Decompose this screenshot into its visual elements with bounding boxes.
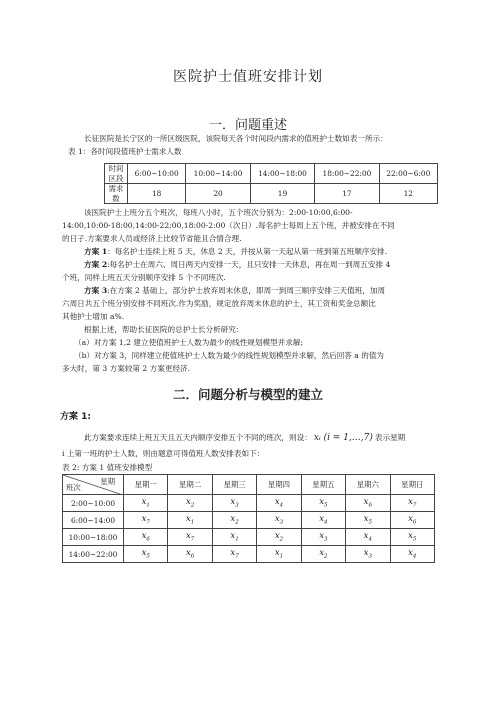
table1-demand-cell: 20 (186, 184, 250, 204)
table2-day-header: 星期二 (168, 475, 212, 495)
plan3-line3: 其他护士增加 a%. (62, 312, 125, 321)
table2-corner-cell (63, 475, 124, 495)
table1-demand (104, 163, 438, 204)
table2-variable-cell: $x_4$ (346, 529, 390, 546)
table2-variable-cell: $x_6$ (346, 495, 390, 512)
table1-row-label-time: 时间区段 (105, 164, 128, 184)
table2-shift-label: 10:00~18:00 (63, 529, 124, 546)
plan1-analysis-line1 (84, 432, 405, 445)
table2-variable-cell: $x_6$ (124, 529, 168, 546)
question-a: （a）对方案 1,2 建立使值班护士人数为最少的线性规划模型并求解; (74, 338, 304, 347)
section-heading-analysis: 二．问题分析与模型的建立 (172, 387, 323, 402)
table2-variable-cell: $x_5$ (124, 546, 168, 563)
table2-variable-cell: $x_6$ (168, 546, 212, 563)
table2-variable-cell: $x_5$ (346, 512, 390, 529)
table2-variable-cell: $x_3$ (301, 529, 345, 546)
plan3-line2: 六周日共五个班分别安排不同班次.作为奖励，规定放弃周末休息的护士，其工资和奖金总额比 (62, 299, 376, 308)
shift-desc-line1: 该医院护士上班分五个班次，每班八小时，五个班次分别为：2:00-10:00,6:00- (84, 208, 353, 217)
table2-schedule (62, 474, 435, 563)
table1-row-label-demand: 需求数 (105, 184, 128, 204)
table2-variable-cell: $x_3$ (346, 546, 390, 563)
plan1-subheading: 方案 1: (60, 412, 91, 422)
table2-variable-cell: $x_7$ (124, 512, 168, 529)
section-heading-problem: 一．问题重述 (208, 118, 287, 133)
table1-demand-cell: 17 (315, 184, 379, 204)
table2-variable-cell: $x_1$ (257, 546, 301, 563)
plan1-analysis-line2: i 上第一班的护士人数，则由题意可得值班人数安排表如下： (62, 449, 265, 458)
request-line: 根据上述，帮助长征医院的总护士长分析研究： (84, 325, 244, 334)
table2-variable-cell: $x_3$ (257, 512, 301, 529)
table2-row (63, 495, 435, 512)
plan1-label: 方案 1 (84, 247, 108, 256)
table1-demand-cell: 19 (250, 184, 314, 204)
table2-day-header: 星期日 (390, 475, 434, 495)
table2-variable-cell: $x_2$ (168, 495, 212, 512)
variable-math: xᵢ (i = 1,…,7) (313, 433, 373, 443)
table1-slot-cell: 6:00~10:00 (128, 164, 186, 184)
table1-caption: 表 1：各时间段值班护士需求人数 (68, 147, 182, 156)
table2-variable-cell: $x_6$ (390, 512, 434, 529)
plan3-label: 方案 3 (84, 286, 108, 295)
table2-shift-label: 6:00~14:00 (63, 512, 124, 529)
table2-variable-cell: $x_7$ (212, 546, 256, 563)
document-title: 医院护士值班安排计划 (173, 69, 323, 85)
plan2-label: 方案 2 (84, 260, 108, 269)
shift-desc-line2: 14:00,10:00-18:00,14:00-22:00,18:00-2:00（次日）.每名护士每周上五个班，并被安排在不同 (62, 221, 395, 230)
table2-variable-cell: $x_1$ (124, 495, 168, 512)
table2-variable-cell: $x_4$ (390, 546, 434, 563)
shift-desc-line3: 的日子.方案要求人员或经济上比较节省能且合情合理. (62, 234, 242, 243)
table2-body (63, 495, 435, 563)
table2-row (63, 529, 435, 546)
table1-slot-cell: 22:00~6:00 (379, 164, 437, 184)
table1-slot-cell: 10:00~14:00 (186, 164, 250, 184)
table1-slot-cell: 18:00~22:00 (315, 164, 379, 184)
table2-day-header: 星期五 (301, 475, 345, 495)
table1-demand-cell: 12 (379, 184, 437, 204)
table2-day-header: 星期四 (257, 475, 301, 495)
plan3-paragraph (84, 285, 385, 298)
table1-slot-cell: 14:00~18:00 (250, 164, 314, 184)
table2-variable-cell: $x_2$ (212, 512, 256, 529)
table2-variable-cell: $x_5$ (301, 495, 345, 512)
table1-demand-cell: 18 (128, 184, 186, 204)
plan2-text: :每名护士在周六、周日两天内安排一天，且只安排一天休息，再在周一到周五安排 4 (107, 260, 391, 269)
table2-row (63, 546, 435, 563)
question-b-line2: 多大时，第 3 方案较第 2 方案更经济. (62, 364, 191, 373)
table2-variable-cell: $x_4$ (301, 512, 345, 529)
table2-shift-label: 14:00~22:00 (63, 546, 124, 563)
table2-row (63, 512, 435, 529)
corner-label-day: 星期 (100, 477, 115, 486)
table2-shift-label: 2:00~10:00 (63, 495, 124, 512)
table2-day-header: 星期六 (346, 475, 390, 495)
plan2-line2: 个班，同样上班五天分别顺序安排 5 个不同班次. (62, 273, 226, 282)
analysis-text-after: 表示星期 (374, 433, 406, 442)
plan3-text: :在方案 2 基础上，部分护士放弃周末休息，即周一到周三顺序安排三天值班，加周 (107, 286, 386, 295)
table2-caption: 表 2: 方案 1 值班安排模型 (62, 463, 153, 472)
table2-variable-cell: $x_1$ (212, 529, 256, 546)
intro-paragraph: 长征医院是长宁区的一所区级医院，该院每天各个时间段内需求的值班护士数如表一所示： (84, 134, 388, 143)
question-b-line1: （b）对方案 3，同样建立使值班护士人数为最少的线性规划模型并求解，然后回答 a 的值为 (74, 351, 385, 360)
table2-variable-cell: $x_2$ (301, 546, 345, 563)
table2-day-header: 星期三 (212, 475, 256, 495)
analysis-text-before: 此方案要求连续上班五天且五天内顺序安排五个不同的班次，则设： (84, 433, 312, 442)
table2-variable-cell: $x_4$ (257, 495, 301, 512)
corner-label-shift: 班次 (66, 483, 81, 492)
table2-variable-cell: $x_5$ (390, 529, 434, 546)
plan1-text: ：每名护士连续上班 5 天，休息 2 天，并按从第一天起从第一班到第五班顺序安排. (107, 247, 388, 256)
table2-day-header: 星期一 (124, 475, 168, 495)
table2-variable-cell: $x_1$ (168, 512, 212, 529)
plan1-paragraph (84, 246, 387, 259)
table2-variable-cell: $x_2$ (257, 529, 301, 546)
table2-variable-cell: $x_3$ (212, 495, 256, 512)
table2-variable-cell: $x_7$ (168, 529, 212, 546)
plan2-paragraph (84, 259, 390, 272)
table2-variable-cell: $x_7$ (390, 495, 434, 512)
